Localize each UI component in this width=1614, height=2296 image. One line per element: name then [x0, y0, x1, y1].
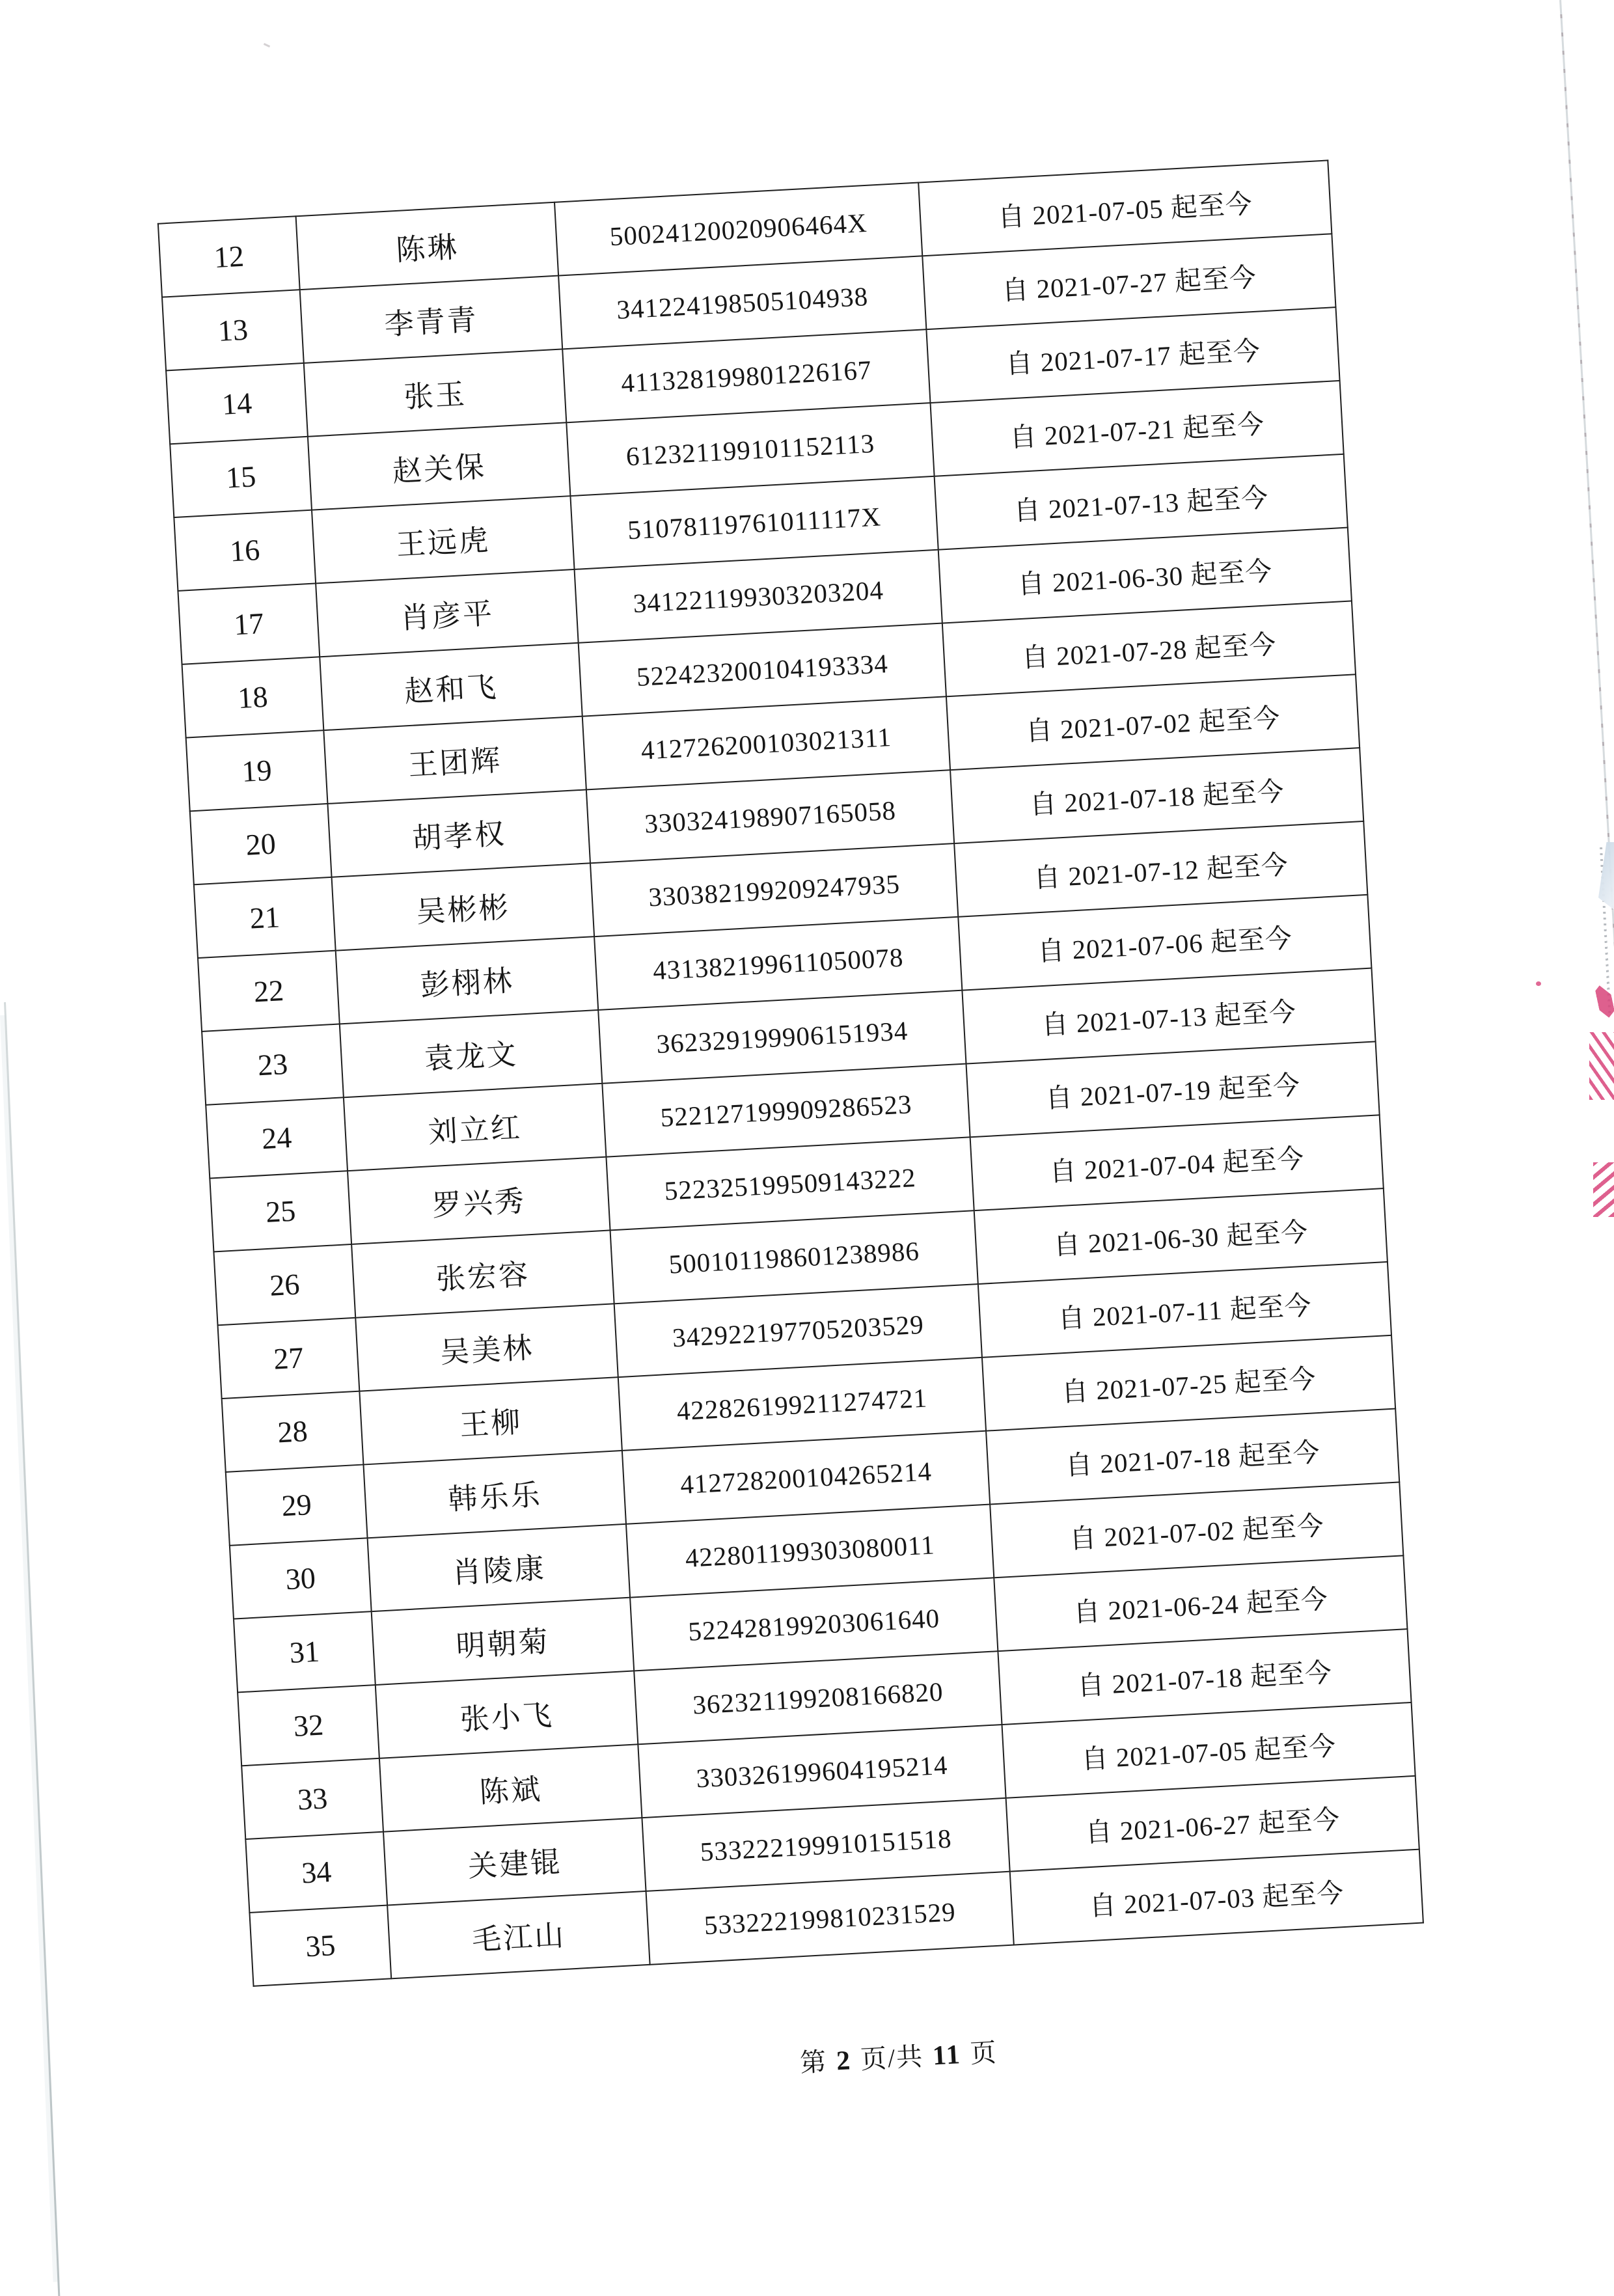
period-cell: 自 2021-07-18 起至今 [998, 1629, 1411, 1725]
id-number-cell: 522127199909286523 [602, 1064, 970, 1157]
footer-suffix: 页 [969, 2038, 998, 2069]
id-number-cell: 330324198907165058 [586, 770, 954, 863]
pink-stamp-fragment [1589, 1032, 1614, 1100]
name-cell: 明朝菊 [372, 1598, 635, 1685]
row-number-cell: 33 [241, 1758, 383, 1839]
id-number-cell: 330382199209247935 [590, 843, 958, 936]
left-page-edge-line [4, 1002, 60, 2296]
row-number-cell: 14 [166, 363, 308, 444]
id-number-cell: 362329199906151934 [598, 991, 966, 1084]
name-cell: 赵和飞 [320, 643, 582, 730]
row-number-cell: 13 [162, 290, 304, 370]
name-cell: 吴彬彬 [332, 863, 595, 950]
row-number-cell: 27 [218, 1318, 360, 1399]
id-number-cell: 51078119761011117X [570, 476, 938, 569]
period-cell: 自 2021-06-30 起至今 [974, 1188, 1388, 1284]
row-number-cell: 12 [158, 216, 300, 297]
pink-stamp-fragment [1593, 1162, 1614, 1217]
period-cell: 自 2021-07-18 起至今 [986, 1409, 1399, 1505]
id-number-cell: 422801199303080011 [626, 1505, 994, 1598]
footer-total-pages: 11 [931, 2040, 962, 2071]
row-number-cell: 22 [198, 951, 340, 1032]
period-cell: 自 2021-07-21 起至今 [930, 381, 1343, 476]
name-cell: 吴美林 [355, 1304, 618, 1391]
row-number-cell: 26 [213, 1244, 355, 1325]
period-cell: 自 2021-07-05 起至今 [918, 160, 1332, 256]
id-number-cell: 612321199101152113 [566, 403, 934, 496]
name-cell: 胡孝权 [327, 789, 590, 877]
name-cell: 陈斌 [379, 1744, 642, 1831]
id-number-cell: 341221199303203204 [575, 550, 942, 643]
roster-table [157, 159, 1424, 1986]
period-cell: 自 2021-07-04 起至今 [970, 1115, 1384, 1210]
id-number-cell: 330326199604195214 [638, 1725, 1005, 1818]
row-number-cell: 19 [186, 730, 328, 811]
period-cell: 自 2021-07-13 起至今 [962, 968, 1375, 1064]
id-number-cell: 412728200104265214 [622, 1431, 990, 1524]
name-cell: 陈琳 [296, 202, 559, 290]
name-cell: 王团辉 [323, 717, 586, 804]
period-cell: 自 2021-06-24 起至今 [994, 1555, 1407, 1651]
row-number-cell: 30 [230, 1538, 372, 1619]
footer-middle: 页/共 [859, 2042, 925, 2075]
id-number-cell: 522428199203061640 [630, 1578, 998, 1671]
row-number-cell: 16 [174, 510, 316, 591]
id-number-cell: 533222199810231529 [646, 1872, 1014, 1965]
row-number-cell: 20 [190, 804, 332, 884]
period-cell: 自 2021-07-03 起至今 [1010, 1850, 1423, 1945]
row-number-cell: 21 [194, 877, 336, 958]
id-number-cell: 411328199801226167 [562, 329, 930, 422]
period-cell: 自 2021-07-28 起至今 [942, 601, 1356, 696]
period-cell: 自 2021-07-19 起至今 [966, 1041, 1379, 1137]
period-cell: 自 2021-06-30 起至今 [938, 528, 1352, 623]
scan-speck-artifact [264, 43, 270, 48]
pink-stamp-fragment [1587, 985, 1614, 1017]
row-number-cell: 17 [178, 583, 320, 664]
row-number-cell: 35 [249, 1905, 391, 1986]
period-cell: 自 2021-07-05 起至今 [1002, 1702, 1415, 1798]
row-number-cell: 28 [222, 1391, 364, 1472]
name-cell: 肖陵康 [368, 1524, 631, 1611]
row-number-cell: 15 [170, 437, 312, 517]
period-cell: 自 2021-07-27 起至今 [922, 234, 1335, 329]
footer-prefix: 第 [799, 2047, 828, 2078]
row-number-cell: 29 [226, 1464, 368, 1545]
row-number-cell: 24 [206, 1097, 348, 1178]
document-sheet [157, 159, 1430, 2133]
roster-table-body [158, 160, 1423, 1986]
period-cell: 自 2021-07-02 起至今 [946, 674, 1360, 770]
period-cell: 自 2021-07-18 起至今 [950, 748, 1363, 843]
period-cell: 自 2021-07-02 起至今 [990, 1482, 1403, 1578]
period-cell: 自 2021-07-06 起至今 [958, 895, 1371, 991]
id-number-cell: 500101198601238986 [610, 1210, 978, 1304]
row-number-cell: 25 [210, 1171, 351, 1251]
id-number-cell: 412726200103021311 [582, 696, 950, 789]
row-number-cell: 32 [238, 1685, 379, 1766]
id-number-cell: 342922197705203529 [614, 1284, 982, 1377]
id-number-cell: 533222199910151518 [642, 1798, 1009, 1891]
name-cell: 彭栩林 [336, 936, 599, 1024]
page-footer [258, 2002, 1540, 2109]
name-cell: 韩乐乐 [363, 1451, 626, 1538]
footer-current-page: 2 [835, 2045, 853, 2077]
name-cell: 张宏容 [351, 1230, 614, 1317]
id-number-cell: 362321199208166820 [634, 1651, 1002, 1744]
row-number-cell: 23 [202, 1024, 344, 1104]
name-cell: 刘立红 [344, 1084, 607, 1171]
name-cell: 罗兴秀 [348, 1157, 610, 1244]
period-cell: 自 2021-07-12 起至今 [954, 821, 1367, 917]
period-cell: 自 2021-07-25 起至今 [982, 1335, 1395, 1431]
row-number-cell: 31 [234, 1611, 376, 1692]
id-number-cell: 522325199509143222 [606, 1137, 974, 1230]
name-cell: 毛江山 [387, 1891, 650, 1978]
id-number-cell: 431382199611050078 [594, 917, 962, 1010]
id-number-cell: 422826199211274721 [618, 1358, 986, 1451]
name-cell: 袁龙文 [340, 1010, 603, 1097]
period-cell: 自 2021-07-17 起至今 [926, 307, 1339, 403]
name-cell: 赵关保 [308, 422, 571, 510]
name-cell: 张玉 [304, 349, 567, 436]
id-number-cell: 341224198505104938 [558, 256, 926, 349]
period-cell: 自 2021-07-13 起至今 [935, 454, 1348, 550]
name-cell: 肖彦平 [316, 569, 579, 657]
row-number-cell: 18 [182, 657, 324, 737]
period-cell: 自 2021-07-11 起至今 [978, 1262, 1391, 1358]
name-cell: 王柳 [359, 1377, 622, 1464]
name-cell: 李青青 [300, 276, 563, 363]
right-page-edge-line [1559, 0, 1614, 975]
name-cell: 张小飞 [376, 1671, 638, 1758]
period-cell: 自 2021-06-27 起至今 [1006, 1776, 1419, 1872]
row-number-cell: 34 [245, 1832, 387, 1913]
pink-dot-artifact [1536, 981, 1541, 986]
id-number-cell: 522423200104193334 [579, 623, 946, 717]
name-cell: 关建锟 [383, 1818, 646, 1905]
name-cell: 王远虎 [312, 496, 575, 583]
id-number-cell: 50024120020906464X [554, 182, 922, 275]
